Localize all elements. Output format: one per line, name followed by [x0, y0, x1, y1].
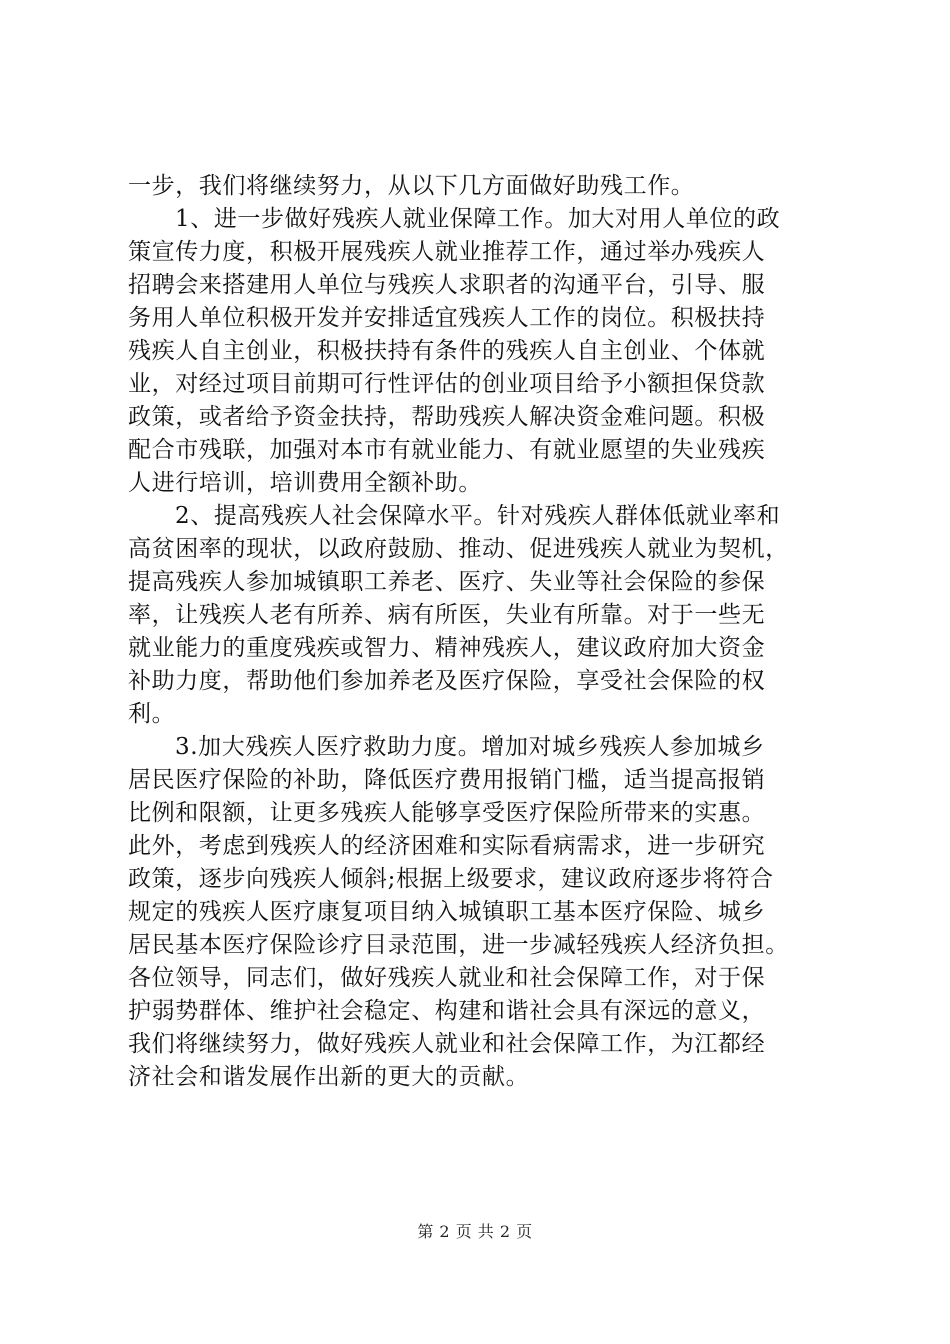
text-line: 护弱势群体、维护社会稳定、构建和谐社会具有深远的意义，: [128, 998, 766, 1024]
text-line: 3.加大残疾人医疗救助力度。增加对城乡残疾人参加城乡: [175, 734, 765, 760]
text-line: 就业能力的重度残疾或智力、精神残疾人，建议政府加大资金: [128, 635, 766, 661]
text-line: 比例和限额，让更多残疾人能够享受医疗保险所带来的实惠。: [128, 800, 766, 826]
text-line: 2、提高残疾人社会保障水平。针对残疾人群体低就业率和: [175, 503, 781, 529]
text-line: 规定的残疾人医疗康复项目纳入城镇职工基本医疗保险、城乡: [128, 899, 766, 925]
text-line: 政策，或者给予资金扶持，帮助残疾人解决资金难问题。积极: [128, 404, 766, 430]
text-line: 残疾人自主创业，积极扶持有条件的残疾人自主创业、个体就: [128, 338, 766, 364]
text-line: 居民医疗保险的补助，降低医疗费用报销门槛，适当提高报销: [128, 767, 766, 793]
text-line: 一步，我们将继续努力，从以下几方面做好助残工作。: [128, 173, 695, 199]
page-number-label: 第 2 页 共 2 页: [417, 1222, 533, 1241]
text-line: 补助力度，帮助他们参加养老及医疗保险，享受社会保险的权: [128, 668, 766, 694]
text-line: 务用人单位积极开发并安排适宜残疾人工作的岗位。积极扶持: [128, 305, 766, 331]
text-line: 我们将继续努力，做好残疾人就业和社会保障工作，为江都经: [128, 1031, 766, 1057]
text-line: 招聘会来搭建用人单位与残疾人求职者的沟通平台，引导、服: [128, 272, 766, 298]
text-line: 政策，逐步向残疾人倾斜;根据上级要求，建议政府逐步将符合: [128, 866, 774, 892]
text-line: 率，让残疾人老有所养、病有所医，失业有所靠。对于一些无: [128, 602, 766, 628]
text-line: 配合市残联，加强对本市有就业能力、有就业愿望的失业残疾: [128, 437, 766, 463]
text-line: 居民基本医疗保险诊疗目录范围，进一步减轻残疾人经济负担。: [128, 932, 789, 958]
text-line: 1、进一步做好残疾人就业保障工作。加大对用人单位的政: [175, 206, 781, 232]
text-line: 高贫困率的现状，以政府鼓励、推动、促进残疾人就业为契机，: [128, 536, 789, 562]
text-line: 利。: [128, 701, 176, 727]
text-line: 人进行培训，培训费用全额补助。: [128, 470, 482, 496]
text-line: 济社会和谐发展作出新的更大的贡献。: [128, 1064, 530, 1090]
text-line: 提高残疾人参加城镇职工养老、医疗、失业等社会保险的参保: [128, 569, 766, 595]
text-line: 各位领导，同志们，做好残疾人就业和社会保障工作，对于保: [128, 965, 766, 991]
document-body: [128, 170, 848, 1094]
text-line: 业，对经过项目前期可行性评估的创业项目给予小额担保贷款: [128, 371, 766, 397]
text-line: 此外，考虑到残疾人的经济困难和实际看病需求，进一步研究: [128, 833, 766, 859]
page-footer: [0, 1219, 950, 1242]
text-line: 策宣传力度，积极开展残疾人就业推荐工作，通过举办残疾人: [128, 239, 766, 265]
